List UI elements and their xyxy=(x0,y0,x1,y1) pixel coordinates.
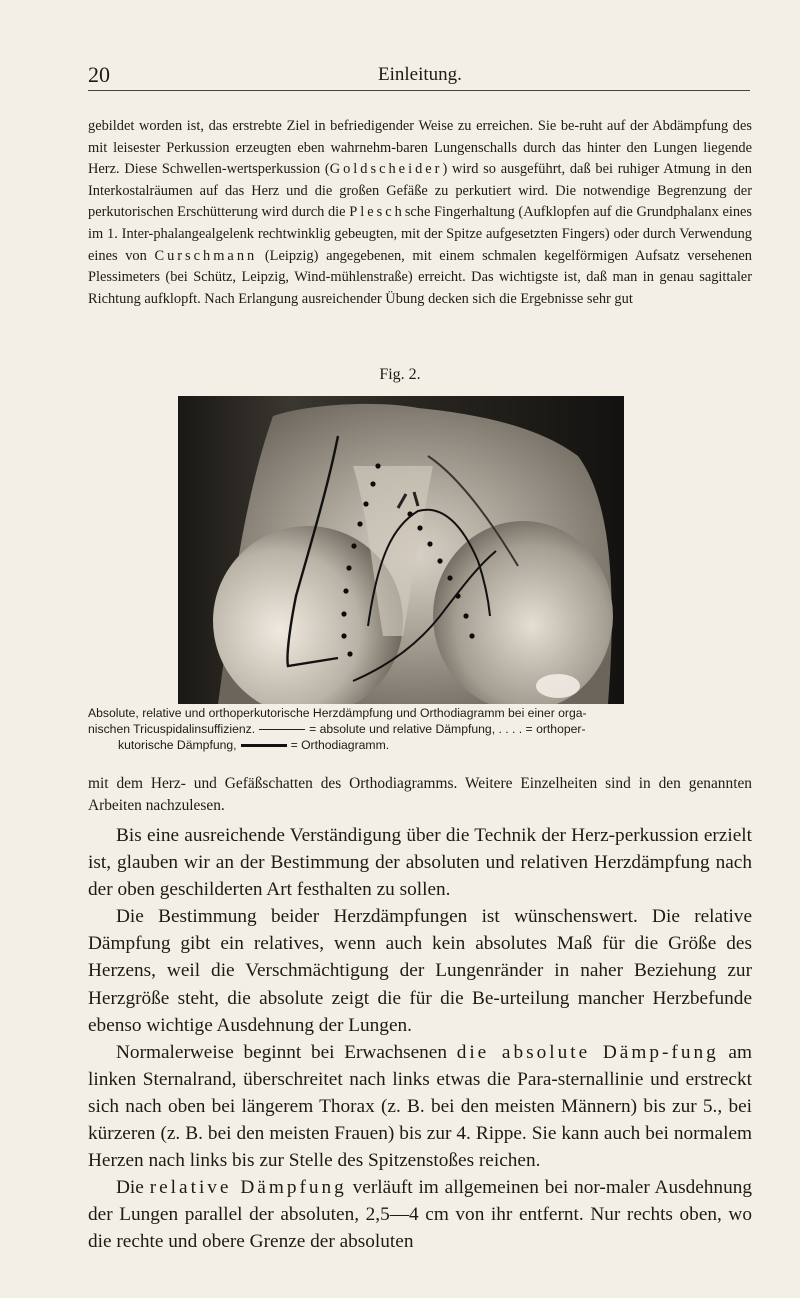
paragraph-absolute-daempfung xyxy=(88,1039,752,1174)
text-run: sche Fingerhaltung (Aufklopfen auf die Grundphalanx eines im 1. Inter-phalangealgelenk rechtwinklig gebeugten, mit der Spitze aufgesetzten Fingers) oder durch Verwendung eines von xyxy=(88,204,753,264)
caption-line: Absolute, relative und orthoperkutorische Herzdämpfung und Orthodiagramm bei einer orga- xyxy=(88,706,587,720)
caption-text: = Orthodiagramm. xyxy=(290,738,390,752)
running-title: Einleitung. xyxy=(378,64,462,85)
main-text-block xyxy=(88,822,752,1256)
emphasized-term: die absolute Dämp-fung xyxy=(456,1041,719,1063)
caption-line xyxy=(88,737,752,753)
author-name-goldscheider: Goldscheider xyxy=(329,161,443,178)
nipple-highlight xyxy=(536,674,580,698)
paragraph-technik: Bis eine ausreichende Verständigung über die Technik der Herz-perkussion erzielt ist, glauben wir an der Bestimmung der absoluten und relativen Herzdämpfung nach der oben geschilderten Art festhalten zu sollen. xyxy=(88,825,752,901)
thin-line-legend-symbol xyxy=(259,729,305,730)
thick-line-legend-symbol xyxy=(241,744,287,747)
paragraph-relative-daempfung xyxy=(88,1174,752,1255)
text-run: ) wird so ausgeführt, daß bei ruhiger Atmung in den Interkostalräumen auf das Herz und die großen Gefäße zu perkutiert wird. Die notwendige Begrenzung der perkutorischen Erschütterung wird durch die xyxy=(88,161,753,221)
paragraph-bestimmung: Die Bestimmung beider Herzdämpfungen ist wünschenswert. Die relative Dämpfung gibt ein relatives, wenn auch kein absolutes Maß für die Größe des Herzens, weil die Verschmächtigung der Lungenränder in naher Beziehung zur Herzgröße steht, die absolute zeigt die für die Be-urteilung mancher Herzbefunde ebenso wichtige Ausdehnung der Lungen. xyxy=(88,906,752,1036)
text-run: verläuft im allgemeinen bei nor-maler Ausdehnung der Lungen parallel der absoluten, 2,5—4 cm von ihr entfernt. Nur rechts oben, wo die rechte und obere Grenze der absoluten xyxy=(88,1177,752,1253)
page-header xyxy=(88,62,750,91)
figure-caption xyxy=(88,705,752,753)
text-run: gebildet worden ist, das erstrebte Ziel in befriedigender Weise zu erreichen. Sie be-ruht auf der Abdämpfung des mit leisester Perkussion erzeugten eben wahrnehm-baren Lungenschalls durch das hinter den Lungen liegende Herz. Diese Schwellen-wertsperkussion ( xyxy=(88,118,752,178)
figure-label: Fig. 2. xyxy=(379,366,421,383)
right-breast-shape xyxy=(433,521,613,704)
chest-drawing xyxy=(178,396,624,704)
page-number: 20 xyxy=(88,62,110,87)
caption-line xyxy=(88,721,752,737)
paragraph-orthodiagram xyxy=(88,773,752,817)
paragraph-schwellenwertsperkussion xyxy=(88,116,752,310)
text-run: Die xyxy=(116,1177,150,1199)
figure-chest-illustration xyxy=(178,396,624,704)
caption-text: nischen Tricuspidalinsuffizienz. xyxy=(88,722,256,736)
caption-text: kutorische Dämpfung, xyxy=(118,738,237,752)
text-run: Normalerweise beginnt bei Erwachsenen xyxy=(116,1041,457,1063)
text-run: am linken Sternalrand, überschreitet nach links etwas die Para-sternallinie und erstreckt sich nach oben bei längerem Thorax (z. B. bei den meisten Männern) bis zur 5., bei kürzeren (z. B. bei den meisten Frauen) bis zur 4. Rippe. Sie kann auch bei normalem Herzen nach links bis zur Stelle des Spitzenstoßes reichen. xyxy=(88,1041,752,1172)
author-name-plesch: Plesch xyxy=(349,204,405,221)
caption-text: = absolute und relative Dämpfung, . . . . = orthoper- xyxy=(309,722,586,736)
paragraph-text: mit dem Herz- und Gefäßschatten des Orthodiagramms. Weitere Einzelheiten sind in den genannten Arbeiten nachzulesen. xyxy=(88,775,752,814)
emphasized-term: relative Dämpfung xyxy=(149,1177,347,1199)
text-run: (Leipzig) angegebenen, mit einem schmalen kegelförmigen Aufsatz versehenen Plessimeters (bei Schütz, Leipzig, Wind-mühlenstraße) erreicht. Das wichtigste ist, daß man in genau sagittaler Richtung aufklopft. Nach Erlangung ausreichender Übung decken sich die Ergebnisse sehr gut xyxy=(88,247,752,307)
author-name-curschmann: Curschmann xyxy=(154,247,258,264)
